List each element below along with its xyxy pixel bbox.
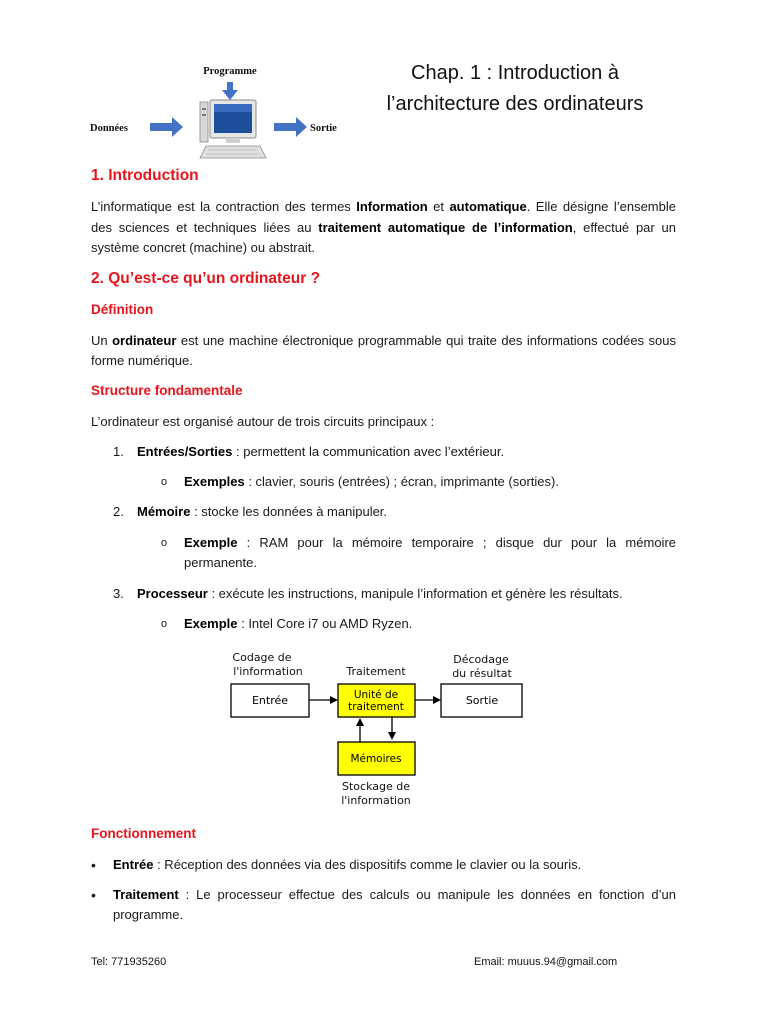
arrow-down-icon	[222, 82, 238, 100]
text-run: , effectué par un système concret (machine) ou abstrait.	[91, 219, 677, 255]
sub-list-item-exemples-io	[91, 472, 676, 493]
item-text: : Réception des données via des dispositifs comme le clavier ou la souris.	[153, 857, 582, 872]
bold-term: ordinateur	[112, 332, 177, 348]
bold-term: Information	[356, 199, 428, 214]
list-marker: 1.	[113, 444, 124, 459]
footer-email: Email: muuus.94@gmail.com	[474, 956, 618, 968]
title-line-1: Chap. 1 : Introduction à	[411, 62, 619, 84]
label-decodage-line1: Décodage	[453, 653, 509, 666]
sub-list-marker: o	[161, 475, 168, 488]
item-label: Exemples	[184, 473, 245, 489]
list-marker: 3.	[113, 585, 124, 601]
label-codage-line2: l'information	[233, 665, 303, 678]
item-label: Processeur	[137, 585, 208, 601]
computer-io-figure	[88, 60, 350, 164]
arrow-entree-to-unite	[309, 696, 338, 704]
section-heading-introduction: 1. Introduction	[91, 167, 199, 184]
processing-flow-diagram	[228, 648, 528, 813]
box-unite-traitement	[338, 684, 415, 717]
label-stockage-line1: Stockage de	[342, 780, 410, 793]
sub-list-marker: o	[161, 536, 168, 549]
box-memoires-label: Mémoires	[350, 753, 402, 765]
item-text: : RAM pour la mémoire temporaire ; disque dur pour la mémoire permanente.	[184, 534, 676, 570]
item-text: : Le processeur effectue des calculs ou manipule les données en fonction d’un programme.	[113, 886, 676, 922]
bullet-marker: •	[91, 857, 96, 873]
bold-term: automatique	[449, 199, 527, 214]
text-run: est une machine électronique programmable qui traite des informations codées sous forme numérique.	[91, 332, 676, 368]
box-memoires	[338, 742, 415, 775]
box-unite-line2: traitement	[348, 701, 404, 713]
title-line-2: l’architecture des ordinateurs	[386, 93, 644, 115]
label-traitement: Traitement	[346, 665, 406, 678]
box-entree-label: Entrée	[251, 694, 289, 707]
item-text: : permettent la communication avec l’extérieur.	[232, 444, 505, 459]
structure-intro: L’ordinateur est organisé autour de trois circuits principaux :	[91, 413, 435, 429]
arrow-unite-to-memoires	[388, 717, 396, 740]
text-run: . Elle désigne l’ensemble des sciences et techniques liées au	[91, 199, 676, 235]
label-codage-line1: Codage de	[232, 651, 292, 664]
section-heading-ordinateur: 2. Qu’est-ce qu’un ordinateur ?	[91, 269, 321, 287]
list-item-memoire	[91, 502, 676, 523]
figure-label-sortie: Sortie	[310, 123, 337, 134]
sub-list-item-exemple-memoire	[91, 533, 676, 574]
item-text: : exécute les instructions, manipule l’information et génère les résultats.	[207, 585, 623, 601]
intro-paragraph	[91, 197, 676, 259]
item-text: : clavier, souris (entrées) ; écran, imprimante (sorties).	[244, 473, 559, 489]
item-label: Entrée	[113, 857, 154, 872]
text-run: Un	[91, 332, 113, 348]
subheading-fonctionnement: Fonctionnement	[91, 826, 196, 841]
box-entree	[231, 684, 309, 717]
item-text: : Intel Core i7 ou AMD Ryzen.	[237, 616, 413, 631]
main-content	[91, 164, 676, 635]
definition-paragraph	[91, 331, 676, 372]
sub-list-marker: o	[161, 618, 168, 630]
figure-label-programme: Programme	[203, 66, 257, 77]
arrow-unite-to-sortie	[415, 696, 441, 704]
label-decodage-line2: du résultat	[452, 667, 512, 680]
subheading-definition: Définition	[91, 301, 154, 317]
box-sortie-label: Sortie	[465, 694, 499, 707]
item-label: Entrées/Sorties	[137, 444, 233, 459]
item-label: Exemple	[184, 534, 238, 550]
subheading-structure: Structure fondamentale	[91, 382, 243, 398]
page-title	[345, 58, 685, 120]
computer-icon	[200, 100, 266, 158]
footer-tel: Tel: 771935260	[91, 956, 167, 968]
bold-term: traitement automatique de l’information	[318, 219, 573, 235]
arrow-right-out-icon	[274, 117, 307, 137]
item-text: : stocke les données à manipuler.	[190, 504, 388, 519]
bullet-item-entree	[91, 855, 676, 876]
arrow-right-in-icon	[150, 117, 183, 137]
box-unite-line1: Unité de	[353, 689, 399, 701]
bullet-item-traitement	[91, 885, 676, 926]
list-marker: 2.	[113, 504, 124, 519]
item-label: Traitement	[113, 886, 179, 902]
text-run: et	[427, 199, 450, 214]
sub-list-item-exemple-processeur	[91, 614, 676, 635]
text-run: L’informatique est la contraction des termes	[91, 199, 357, 214]
figure-label-donnees: Données	[90, 123, 128, 134]
item-label: Exemple	[184, 616, 238, 631]
box-sortie	[441, 684, 522, 717]
item-label: Mémoire	[137, 504, 191, 519]
fonctionnement-section	[91, 824, 676, 926]
bullet-marker: •	[91, 886, 96, 903]
list-item-processeur	[91, 584, 676, 605]
label-stockage-line2: l'information	[341, 794, 411, 807]
arrow-memoires-to-unite	[356, 718, 364, 742]
list-item-entrees-sorties	[91, 442, 676, 463]
